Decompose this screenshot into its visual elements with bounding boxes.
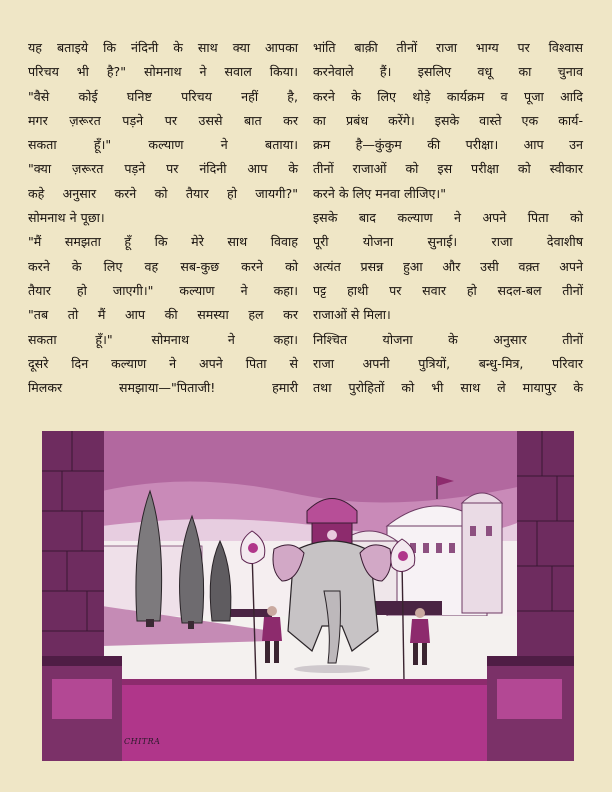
text-line: निश्चित योजना के अनुसार तीनों xyxy=(313,331,583,347)
text-line: मिलकर समझाया—"पिताजी! हमारी xyxy=(28,380,298,396)
text-line: क्रम है—कुंकुम की परीक्षा। आप उन xyxy=(313,137,583,153)
text-line: इसके बाद कल्याण ने अपने पिता को xyxy=(313,210,583,226)
text-line: यह बताइये कि नंदिनी के साथ क्या आपका xyxy=(28,40,298,55)
text-line: राजाओं से मिला। xyxy=(313,307,391,323)
text-line: "वैसे कोई घनिष्ट परिचय नहीं है, xyxy=(28,88,298,104)
text-line: पूरी योजना सुनाई। राजा देवाशीष xyxy=(313,234,583,250)
right-text-column xyxy=(313,36,583,400)
text-line: तीनों राजाओं को इस परीक्षा को स्वीकार xyxy=(313,161,583,177)
text-line: सकता हूँ।" कल्याण ने बताया। xyxy=(28,137,298,153)
text-line: मगर ज़रूरत पड़ने पर उससे बात कर xyxy=(28,112,298,128)
text-line: पट्ट हाथी पर सवार हो सदल-बल तीनों xyxy=(313,282,583,298)
text-line: तथा पुरोहितों को भी साथ ले मायापुर के xyxy=(313,380,583,396)
artist-signature: CHITRA xyxy=(124,737,161,746)
text-line: करने के लिए वह सब-कुछ करने को xyxy=(28,258,298,274)
text-line: का प्रबंध करेंगे। इसके वास्ते एक कार्य- xyxy=(313,112,583,128)
text-line: कहे अनुसार करने को तैयार हो जायगी?" xyxy=(28,185,298,201)
text-line: "तब तो मैं आप की समस्या हल कर xyxy=(28,307,298,323)
text-line: करने के लिए मनवा लीजिए।" xyxy=(313,185,446,201)
text-line: अत्यंत प्रसन्न हुआ और उसी वक़्त अपने xyxy=(313,258,583,274)
illustration-procession xyxy=(42,431,574,761)
text-line: दूसरे दिन कल्याण ने अपने पिता से xyxy=(28,355,298,371)
text-line: तैयार हो जाएगी।" कल्याण ने कहा। xyxy=(28,282,298,298)
text-line: परिचय भी है?" सोमनाथ ने सवाल किया। xyxy=(28,64,298,80)
text-line: करनेवाले हैं। इसलिए वधू का चुनाव xyxy=(313,64,583,80)
text-line: भांति बाक़ी तीनों राजा भाग्य पर विश्वास xyxy=(313,40,583,55)
text-line: "क्या ज़रूरत पड़ने पर नंदिनी आप के xyxy=(28,161,298,177)
text-line: "मैं समझता हूँ कि मेरे साथ विवाह xyxy=(28,234,298,250)
left-text-column xyxy=(28,36,298,400)
text-line: सकता हूँ।" सोमनाथ ने कहा। xyxy=(28,331,298,347)
text-line: करने के लिए थोड़े कार्यक्रम व पूजा आदि xyxy=(313,88,583,104)
text-line: सोमनाथ ने पूछा। xyxy=(28,210,105,226)
text-line: राजा अपनी पुत्रियों, बन्धु-मित्र, परिवार xyxy=(313,355,583,371)
